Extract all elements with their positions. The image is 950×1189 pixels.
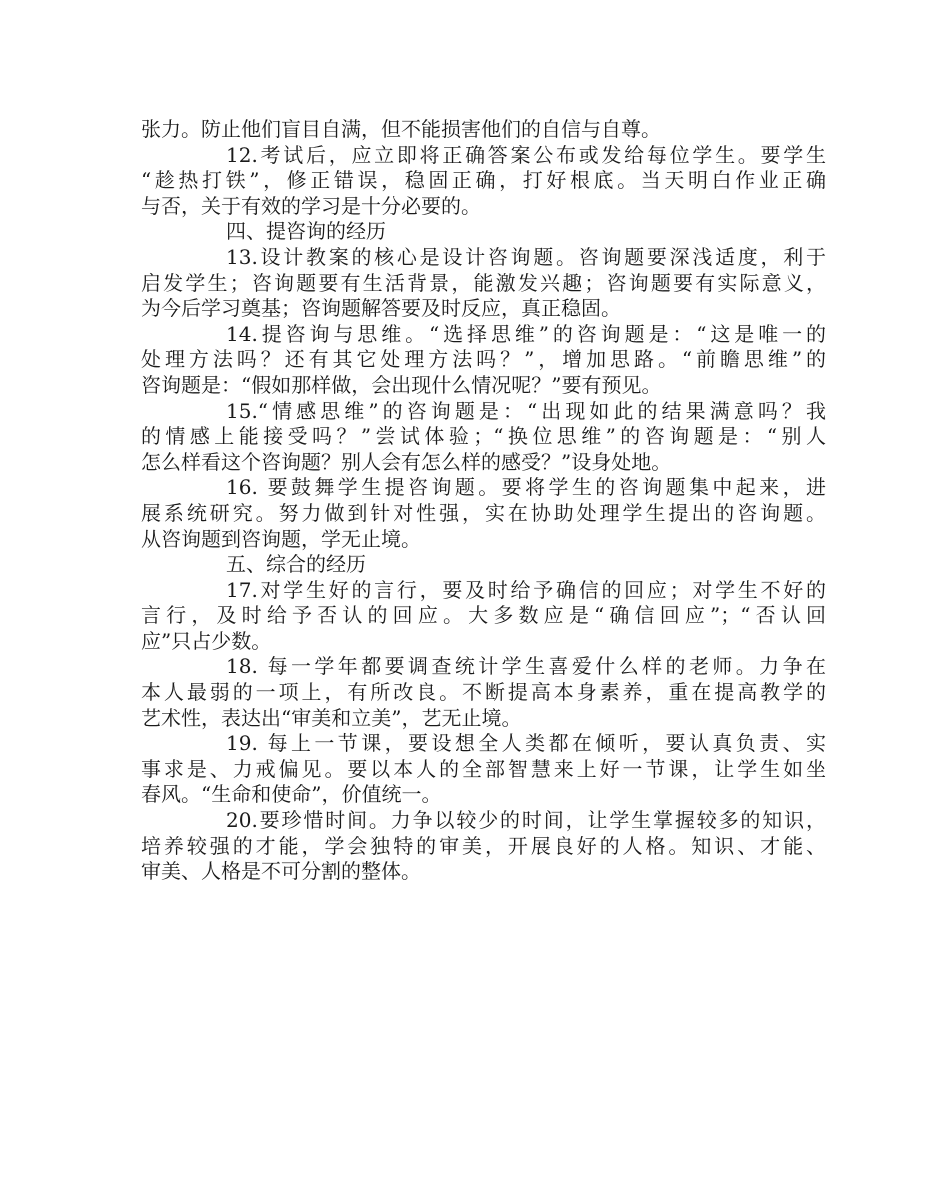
text-line: 从咨询题到咨询题，学无止境。: [141, 526, 421, 551]
text-line: 应”只占少数。: [141, 628, 272, 653]
text-line: 怎么样看这个咨询题？别人会有怎么样的感受？”设身处地。: [141, 449, 672, 474]
text-line: 为今后学习奠基；咨询题解答要及时反应，真正稳固。: [141, 296, 621, 321]
text-line: 的情感上能接受吗？”尝试体验；“换位思维”的咨询题是：“别人: [141, 424, 826, 449]
text-line: 张力。防止他们盲目自满，但不能损害他们的自信与自尊。: [141, 117, 661, 141]
text-line: 言行，及时给予否认的回应。大多数应是“确信回应”；“否认回: [141, 603, 826, 628]
text-line: 咨询题是：“假如那样做，会出现什么情况呢？”要有预见。: [141, 372, 662, 397]
text-line: 16. 要鼓舞学生提咨询题。要将学生的咨询题集中起来，进: [226, 475, 826, 500]
paragraph-item-16: [141, 475, 826, 552]
paragraph-item-12: [141, 143, 826, 220]
text-line: 处理方法吗？还有其它处理方法吗？”，增加思路。“前瞻思维”的: [141, 347, 826, 372]
paragraph-item-14: [141, 322, 826, 399]
paragraph-item-19: [141, 731, 826, 808]
text-line: 12.考试后，应立即将正确答案公布或发给每位学生。要学生: [226, 142, 826, 167]
text-line: 启发学生；咨询题要有生活背景，能激发兴趣；咨询题要有实际意义，: [141, 270, 826, 295]
text-line: 与否，关于有效的学习是十分必要的。: [141, 193, 481, 218]
text-line: “趁热打铁”，修正错误，稳固正确，打好根底。当天明白作业正确: [141, 168, 826, 193]
text-line: 本人最弱的一项上，有所改良。不断提高本身素养，重在提高教学的: [141, 680, 826, 705]
paragraph-heading-5: [141, 552, 826, 578]
text-line: 春风。“生命和使命”，价值统一。: [141, 782, 442, 807]
paragraph-continuation: [141, 117, 826, 143]
paragraph-item-20: [141, 808, 826, 885]
paragraph-item-15: [141, 399, 826, 476]
paragraph-item-13: [141, 245, 826, 322]
document-body: [141, 117, 826, 885]
text-line: 15.“情感思维”的咨询题是：“出现如此的结果满意吗？我: [226, 398, 826, 423]
paragraph-item-17: [141, 578, 826, 655]
text-line: 14.提咨询与思维。“选择思维”的咨询题是：“这是唯一的: [226, 321, 826, 346]
text-line: 培养较强的才能，学会独特的审美，开展良好的人格。知识、才能、: [141, 833, 826, 858]
text-line: 18. 每一学年都要调查统计学生喜爱什么样的老师。力争在: [226, 654, 826, 679]
text-line: 审美、人格是不可分割的整体。: [141, 859, 421, 884]
paragraph-heading-4: [141, 219, 826, 245]
text-line: 四、提咨询的经历: [226, 219, 386, 244]
text-line: 展系统研究。努力做到针对性强，实在协助处理学生提出的咨询题。: [141, 500, 826, 525]
text-line: 五、综合的经历: [226, 552, 366, 577]
text-line: 19. 每上一节课，要设想全人类都在倾听，要认真负责、实: [226, 731, 826, 756]
text-line: 20.要珍惜时间。力争以较少的时间，让学生掌握较多的知识，: [226, 808, 826, 833]
paragraph-item-18: [141, 654, 826, 731]
text-line: 17.对学生好的言行，要及时给予确信的回应；对学生不好的: [226, 577, 826, 602]
text-line: 13.设计教案的核心是设计咨询题。咨询题要深浅适度，利于: [226, 244, 826, 269]
text-line: 艺术性，表达出“审美和立美”，艺无止境。: [141, 705, 522, 730]
text-line: 事求是、力戒偏见。要以本人的全部智慧来上好一节课，让学生如坐: [141, 756, 826, 781]
